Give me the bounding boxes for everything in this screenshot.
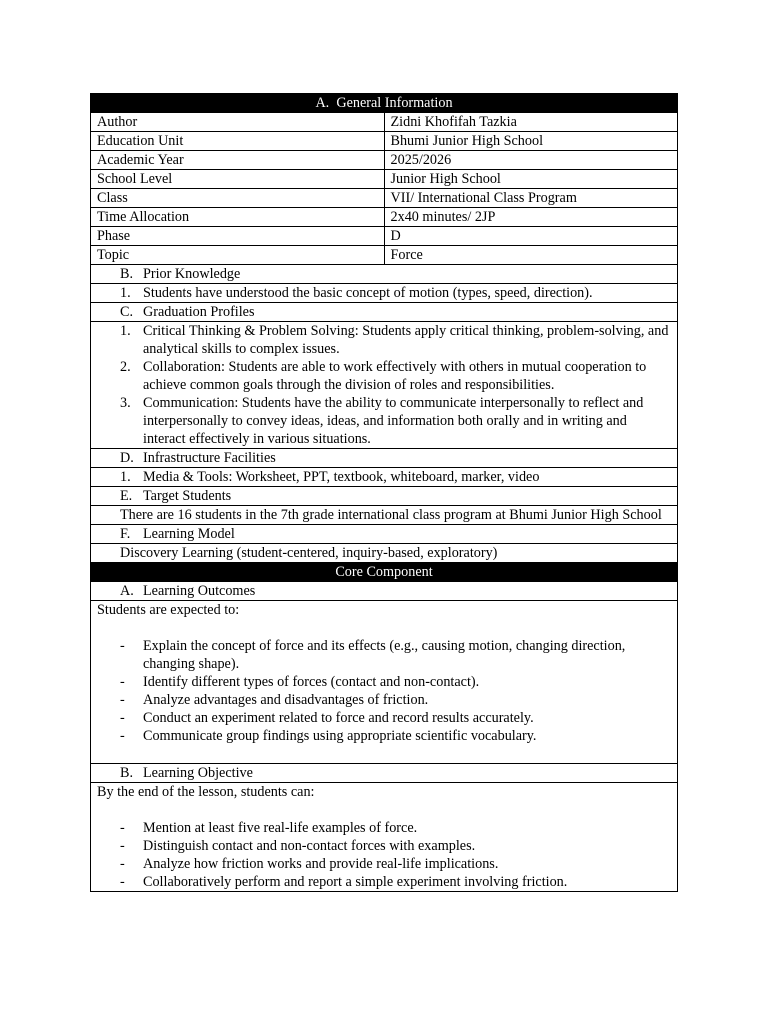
info-row [91, 132, 678, 151]
info-value: Force [384, 246, 678, 265]
prior-knowledge-list [97, 284, 671, 302]
learning-outcomes-intro: Students are expected to: [97, 602, 240, 618]
info-value: 2025/2026 [384, 151, 678, 170]
prior-knowledge-header [91, 265, 678, 284]
list-item-text: Students have understood the basic concept of motion (types, speed, direction). [143, 285, 593, 301]
graduation-profiles-header [91, 303, 678, 322]
info-value: Bhumi Junior High School [384, 132, 678, 151]
learning-outcomes-list [97, 637, 671, 745]
section-title: Learning Model [143, 526, 235, 542]
list-item [97, 468, 671, 486]
list-item-text: Conduct an experiment related to force and record results accurately. [143, 710, 534, 726]
info-value: Junior High School [384, 170, 678, 189]
learning-objective-intro: By the end of the lesson, students can: [97, 784, 315, 800]
list-item-text: Mention at least five real-life examples of force. [143, 820, 418, 836]
list-number: 1. [120, 469, 131, 485]
general-information-title [91, 94, 678, 113]
section-title: Target Students [143, 488, 232, 504]
info-label: Time Allocation [91, 208, 385, 227]
list-item [97, 637, 671, 673]
infrastructure-header [91, 449, 678, 468]
learning-objective-content [91, 783, 678, 892]
info-label: Class [91, 189, 385, 208]
list-item [97, 855, 671, 873]
info-row [91, 246, 678, 265]
list-item [97, 284, 671, 302]
lesson-plan-document [90, 93, 678, 892]
list-item [97, 358, 671, 394]
section-title: Graduation Profiles [143, 304, 255, 320]
section-marker: E. [120, 488, 133, 504]
list-bullet: - [120, 692, 125, 708]
list-item [97, 709, 671, 727]
section-title: Prior Knowledge [143, 266, 241, 282]
core-component-title: Core Component [91, 563, 678, 582]
list-bullet: - [120, 856, 125, 872]
list-number: 1. [120, 323, 131, 339]
list-number: 1. [120, 285, 131, 301]
section-marker: B. [120, 765, 134, 781]
learning-model-text: Discovery Learning (student-centered, inquiry-based, exploratory) [120, 545, 498, 561]
learning-objective-header [91, 764, 678, 783]
list-bullet: - [120, 710, 125, 726]
list-item-text: Analyze how friction works and provide real-life implications. [143, 856, 499, 872]
list-item-text: Identify different types of forces (contact and non-contact). [143, 674, 480, 690]
list-item-text: Analyze advantages and disadvantages of friction. [143, 692, 429, 708]
list-bullet: - [120, 728, 125, 744]
learning-model-content [91, 544, 678, 563]
info-row [91, 189, 678, 208]
list-item-text: Communicate group findings using appropriate scientific vocabulary. [143, 728, 537, 744]
infrastructure-content [91, 468, 678, 487]
list-item-text: Critical Thinking & Problem Solving: Students apply critical thinking, problem-solving, and analytical skills to complex issues. [143, 323, 669, 357]
learning-outcomes-content [91, 601, 678, 764]
learning-objective-list [97, 819, 671, 891]
section-title: Learning Outcomes [143, 583, 256, 599]
infrastructure-list [97, 468, 671, 486]
info-label: Author [91, 113, 385, 132]
section-marker: C. [120, 304, 134, 320]
list-item-text: Distinguish contact and non-contact forces with examples. [143, 838, 476, 854]
info-label: Education Unit [91, 132, 385, 151]
info-value: Zidni Khofifah Tazkia [384, 113, 678, 132]
general-information-header [91, 94, 678, 113]
info-row [91, 170, 678, 189]
target-students-content [91, 506, 678, 525]
info-value: 2x40 minutes/ 2JP [384, 208, 678, 227]
list-item-text: Media & Tools: Worksheet, PPT, textbook, whiteboard, marker, video [143, 469, 540, 485]
target-students-text: There are 16 students in the 7th grade international class program at Bhumi Junior High School [120, 507, 662, 523]
target-students-header [91, 487, 678, 506]
list-item [97, 673, 671, 691]
list-number: 3. [120, 395, 131, 411]
learning-model-header [91, 525, 678, 544]
learning-outcomes-header [91, 582, 678, 601]
section-marker: A. [315, 95, 330, 111]
list-item-text: Collaboratively perform and report a simple experiment involving friction. [143, 874, 568, 890]
graduation-profiles-list [97, 322, 671, 448]
info-row [91, 113, 678, 132]
list-item [97, 819, 671, 837]
info-row [91, 208, 678, 227]
list-item [97, 691, 671, 709]
info-label: Phase [91, 227, 385, 246]
info-label: Academic Year [91, 151, 385, 170]
info-value: D [384, 227, 678, 246]
info-row [91, 151, 678, 170]
section-marker: F. [120, 526, 131, 542]
section-title: General Information [336, 95, 453, 111]
prior-knowledge-content [91, 284, 678, 303]
info-label: School Level [91, 170, 385, 189]
core-component-header [91, 563, 678, 582]
list-item-text: Communication: Students have the ability to communicate interpersonally to reflect and interpersonally to convey ideas, ideas, and information both orally and in writing and interact effectively in various situations. [143, 395, 644, 447]
section-marker: B. [120, 266, 134, 282]
list-bullet: - [120, 820, 125, 836]
section-marker: A. [120, 583, 134, 599]
list-item-text: Collaboration: Students are able to work effectively with others in mutual cooperation to achieve common goals through the division of roles and responsibilities. [143, 359, 647, 393]
section-marker: D. [120, 450, 134, 466]
lesson-plan-table [90, 93, 678, 892]
info-label: Topic [91, 246, 385, 265]
graduation-profiles-content [91, 322, 678, 449]
section-title: Learning Objective [143, 765, 253, 781]
list-item [97, 322, 671, 358]
list-item [97, 727, 671, 745]
list-item [97, 837, 671, 855]
list-bullet: - [120, 638, 125, 654]
info-row [91, 227, 678, 246]
list-bullet: - [120, 674, 125, 690]
list-bullet: - [120, 874, 125, 890]
list-bullet: - [120, 838, 125, 854]
list-item-text: Explain the concept of force and its effects (e.g., causing motion, changing direction, changing shape). [143, 638, 626, 672]
section-title: Infrastructure Facilities [143, 450, 276, 466]
info-value: VII/ International Class Program [384, 189, 678, 208]
list-item [97, 394, 671, 448]
list-item [97, 873, 671, 891]
list-number: 2. [120, 359, 131, 375]
